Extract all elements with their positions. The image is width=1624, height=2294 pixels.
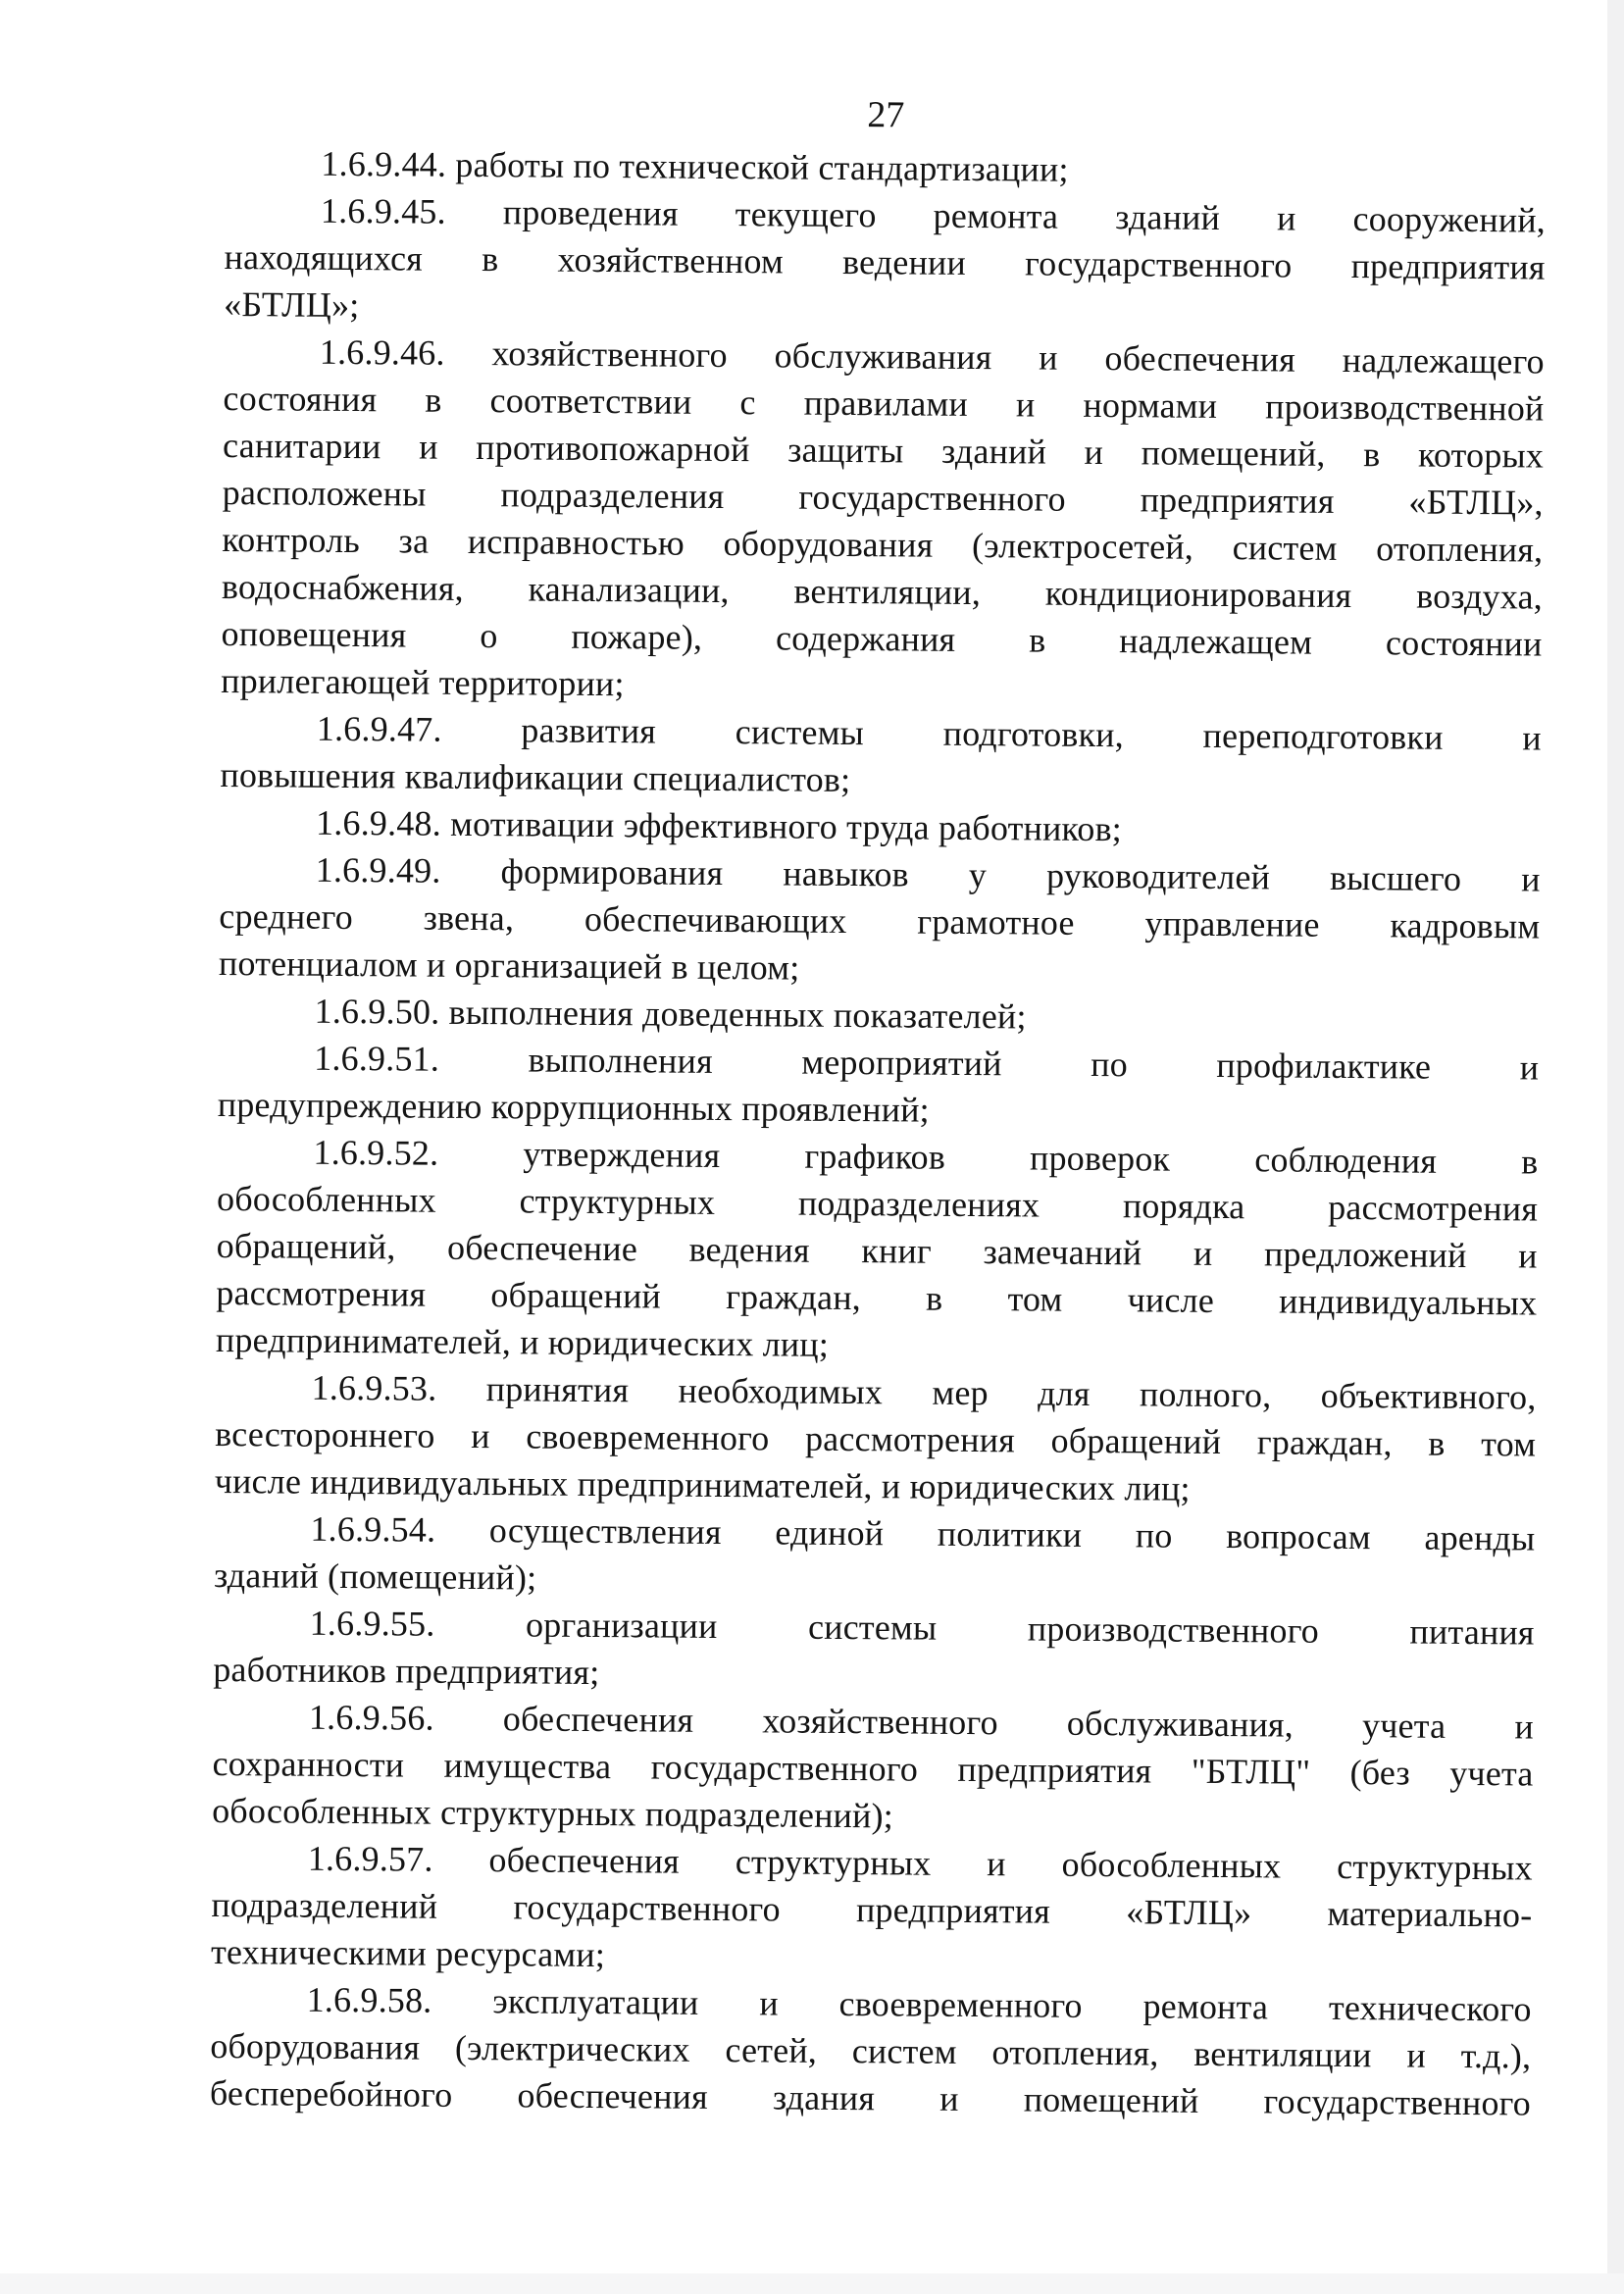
text-line: 1.6.9.50. выполнения доведенных показателей; — [314, 991, 1027, 1037]
text-line: 1.6.9.52. утверждения графиков проверок соблюдения в — [313, 1132, 1539, 1182]
document-body — [210, 139, 1547, 2127]
text-line: 1.6.9.49. формирования навыков у руководителей высшего и — [315, 849, 1541, 899]
text-line: обращений, обеспечение ведения книг замечаний и предложений и — [216, 1225, 1538, 1276]
text-line: 1.6.9.58. эксплуатации и своевременного ремонта технического — [306, 1979, 1532, 2029]
paragraph — [212, 1693, 1534, 1845]
paragraph — [211, 1834, 1533, 1986]
text-line: 1.6.9.57. обеспечения структурных и обособленных структурных — [307, 1838, 1533, 1888]
text-line: 1.6.9.51. выполнения мероприятий по профилактике и — [314, 1038, 1540, 1088]
paragraph — [214, 1504, 1536, 1609]
text-line: обособленных структурных подразделениях порядка рассмотрения — [216, 1178, 1539, 1229]
text-line: находящихся в хозяйственном ведении государственного предприятия — [224, 236, 1546, 287]
text-line: работников предприятия; — [213, 1649, 600, 1693]
text-line: водоснабжения, канализации, вентиляции, кондиционирования воздуха, — [221, 566, 1544, 617]
paragraph — [215, 1363, 1537, 1515]
text-line: потенциалом и организацией в целом; — [218, 943, 800, 988]
page-number: 27 — [867, 94, 905, 136]
text-line: 1.6.9.45. проведения текущего ремонта зданий и сооружений, — [320, 190, 1547, 240]
paragraph — [210, 1975, 1532, 2127]
text-line: повышения квалификации специалистов; — [220, 754, 851, 800]
scan-edge-right — [1607, 0, 1624, 2294]
text-line: сохранности имущества государственного предприятия "БТЛЦ" (без учета — [212, 1743, 1534, 1794]
text-line: 1.6.9.44. работы по технической стандартизации; — [321, 143, 1069, 189]
text-line: числе индивидуальных предпринимателей, и юридических лиц; — [214, 1460, 1191, 1508]
text-line: подразделений государственного предприятия «БТЛЦ» материально- — [211, 1884, 1533, 1935]
text-line: 1.6.9.47. развития системы подготовки, переподготовки и — [316, 708, 1542, 758]
text-line: предпринимателей, и юридических лиц; — [215, 1319, 830, 1364]
scan-edge-bottom — [0, 2273, 1624, 2294]
text-line: санитарии и противопожарной защиты зданий и помещений, в которых — [222, 425, 1545, 476]
text-line: 1.6.9.53. принятия необходимых мер для полного, объективного, — [311, 1367, 1537, 1417]
paragraph — [224, 186, 1546, 338]
text-line: оповещения о пожаре), содержания в надлежащем состоянии — [221, 613, 1543, 664]
text-line: зданий (помещений); — [213, 1555, 537, 1598]
text-line: среднего звена, обеспечивающих грамотное управление кадровым — [219, 895, 1541, 946]
text-line: обособленных структурных подразделений); — [212, 1790, 894, 1836]
text-line: «БТЛЦ»; — [224, 283, 360, 326]
text-line: предупреждению коррупционных проявлений; — [217, 1084, 931, 1130]
page-content — [210, 86, 1547, 2127]
text-line: расположены подразделения государственного предприятия «БТЛЦ», — [222, 472, 1544, 523]
text-line: 1.6.9.46. хозяйственного обслуживания и обеспечения надлежащего — [319, 331, 1545, 382]
text-line: контроль за исправностью оборудования (электросетей, систем отопления, — [222, 519, 1544, 570]
text-line: 1.6.9.54. осуществления единой политики по вопросам аренды — [310, 1508, 1536, 1558]
paragraph — [219, 845, 1541, 997]
text-line: 1.6.9.56. обеспечения хозяйственного обслуживания, учета и — [308, 1697, 1535, 1747]
paragraph — [218, 1034, 1540, 1139]
text-line: прилегающей территории; — [221, 660, 625, 704]
paragraph — [220, 704, 1542, 809]
text-line: всестороннего и своевременного рассмотрения обращений граждан, в том — [215, 1413, 1537, 1464]
text-line: бесперебойного обеспечения здания и помещений государственного — [209, 2072, 1532, 2123]
text-line: техническими ресурсами; — [210, 1931, 606, 1975]
text-line: рассмотрения обращений граждан, в том числе индивидуальных — [216, 1272, 1538, 1323]
paragraph — [221, 328, 1545, 715]
text-line: 1.6.9.48. мотивации эффективного труда работников; — [315, 802, 1123, 849]
paragraph — [216, 1128, 1539, 1374]
text-line: 1.6.9.55. организации системы производственного питания — [309, 1603, 1535, 1653]
text-line: состояния в соответствии с правилами и нормами производственной — [223, 378, 1545, 429]
text-line: оборудования (электрических сетей, систем отопления, вентиляции и т.д.), — [210, 2025, 1532, 2076]
paragraph — [213, 1599, 1535, 1704]
